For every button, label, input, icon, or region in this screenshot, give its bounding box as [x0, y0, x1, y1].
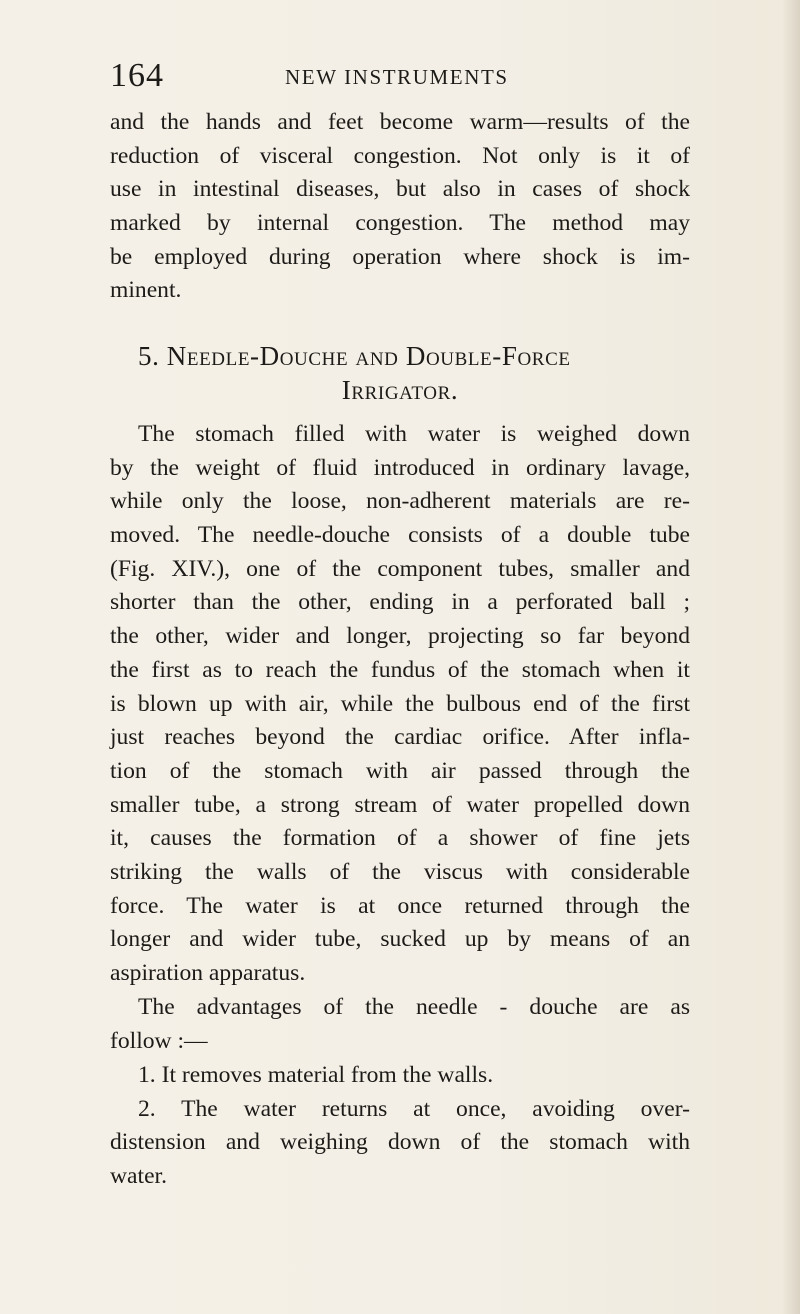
page-number: 164 [110, 57, 164, 94]
text-line: by the weight of fluid introduced in ordinary lavage, [110, 454, 690, 481]
list-item: 2. The water returns at once, avoiding over- [138, 1095, 690, 1122]
list-item: 1. It removes material from the walls. [138, 1062, 494, 1088]
text-line: the first as to reach the fundus of the stomach when it [110, 656, 690, 683]
text-line: while only the loose, non-adherent materials are re- [110, 488, 690, 515]
text-line: marked by internal congestion. The method may [110, 210, 690, 237]
text-line: be employed during operation where shock is im- [110, 243, 690, 270]
section-heading-line-2: Irrigator. [341, 374, 459, 405]
text-line: shorter than the other, ending in a perforated ball ; [110, 589, 690, 616]
running-head: NEW INSTRUMENTS [285, 65, 509, 89]
paragraph-continuation [110, 106, 690, 308]
page-header [110, 56, 690, 96]
text-line: longer and wider tube, sucked up by means of an [110, 926, 690, 953]
section-heading [110, 340, 690, 407]
text-line: aspiration apparatus. [110, 960, 306, 986]
text-line: it, causes the formation of a shower of fine jets [110, 825, 690, 852]
page-edge-shadow [782, 0, 800, 1314]
text-line: The stomach filled with water is weighed down [138, 421, 690, 447]
text-line: minent. [110, 277, 182, 304]
text-line: use in intestinal diseases, but also in cases of shock [110, 176, 690, 203]
text-line: moved. The needle-douche consists of a double tube [110, 522, 690, 549]
text-line: and the hands and feet become warm—results of the [110, 109, 690, 135]
text-line: The advantages of the needle - douche are as [138, 994, 690, 1020]
paragraph-needle-douche [110, 418, 690, 991]
text-line: force. The water is at once returned through the [110, 892, 690, 919]
text-line: reduction of visceral congestion. Not only is it of [110, 142, 690, 169]
text-line: just reaches beyond the cardiac orifice. After infla- [110, 724, 690, 751]
list-item-continuation: distension and weighing down of the stomach with [110, 1129, 690, 1156]
list-item-continuation: water. [110, 1163, 167, 1190]
paragraph-advantages [110, 991, 690, 1058]
text-line: (Fig. XIV.), one of the component tubes, smaller and [110, 555, 690, 582]
advantages-list [110, 1059, 690, 1194]
section-heading-line-1: 5. Needle-Douche and Double-Force [138, 341, 571, 371]
text-line: is blown up with air, while the bulbous end of the first [110, 690, 690, 717]
text-line: the other, wider and longer, projecting so far beyond [110, 623, 690, 650]
text-line: follow :— [110, 1027, 208, 1054]
text-line: tion of the stomach with air passed through the [110, 757, 690, 784]
text-line: striking the walls of the viscus with considerable [110, 858, 690, 885]
text-line: smaller tube, a strong stream of water propelled down [110, 791, 690, 818]
